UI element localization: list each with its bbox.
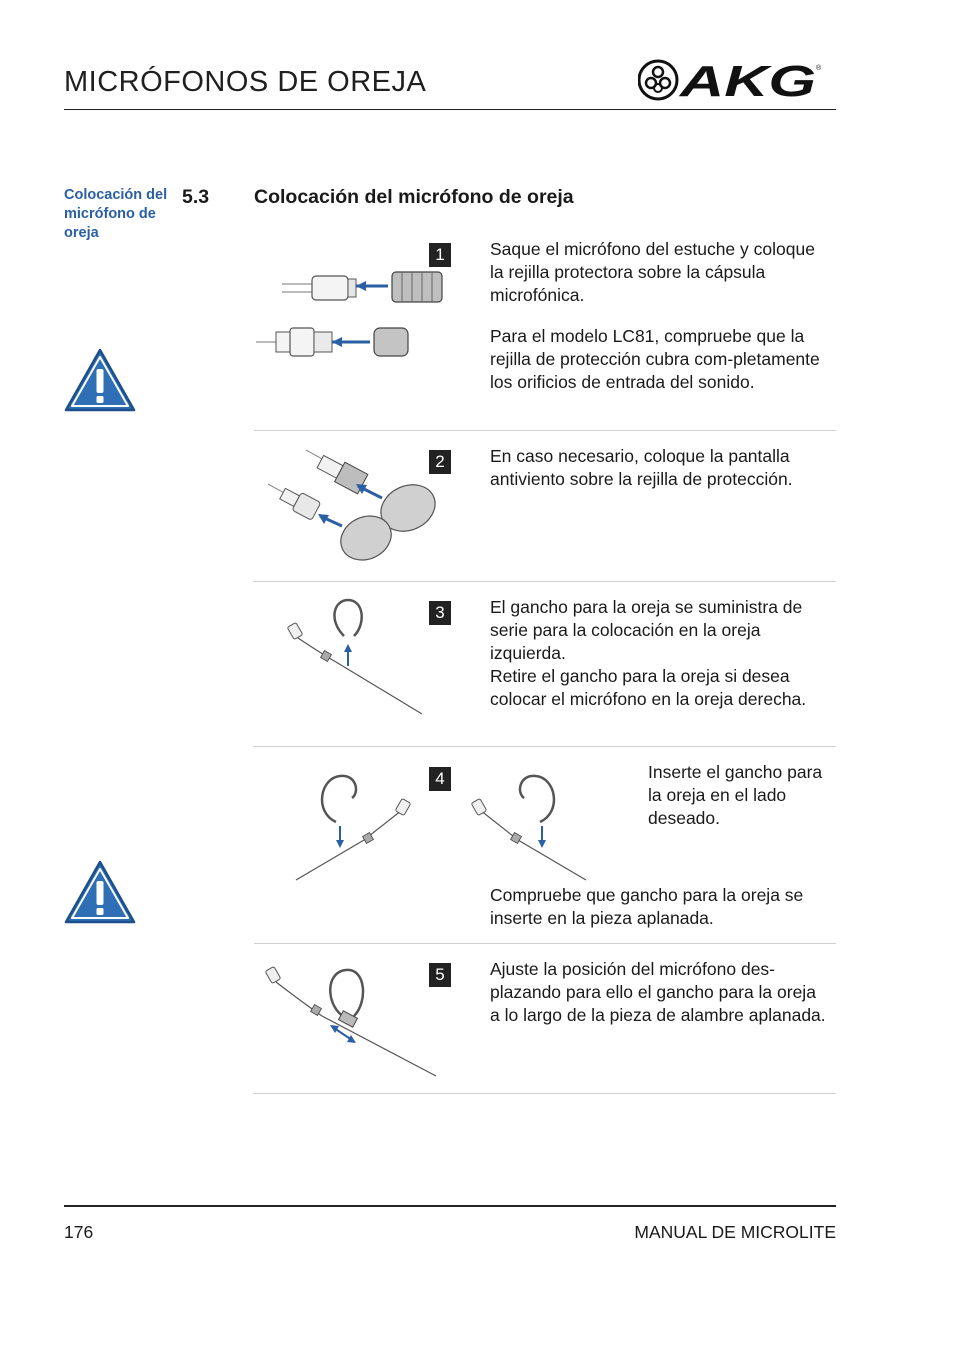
step-3-text	[490, 596, 830, 711]
step-2-text	[490, 445, 830, 491]
step-5-illustration	[262, 962, 442, 1080]
step-divider	[254, 581, 836, 582]
page-header-title: MICRÓFONOS DE OREJA	[64, 66, 427, 98]
step-4-illustration-left	[292, 770, 416, 882]
step-3-paragraph-2: Retire el gancho para la oreja si desea colocar el micrófono en la oreja derecha.	[490, 666, 807, 709]
section-number: 5.3	[182, 186, 210, 208]
step-4-paragraph-1: Inserte el gancho para la oreja en el lado deseado.	[648, 762, 823, 828]
step-divider	[254, 943, 836, 944]
step-1-text	[490, 238, 830, 394]
step-number-badge: 1	[429, 243, 451, 267]
step-divider	[254, 430, 836, 431]
step-number-badge: 3	[429, 601, 451, 625]
step-1-illustration	[252, 262, 462, 362]
step-number-badge: 5	[429, 963, 451, 987]
step-divider	[254, 746, 836, 747]
step-5-text	[490, 958, 830, 1027]
step-2-illustration	[262, 444, 442, 566]
step-1-paragraph-1: Saque el micrófono del estuche y coloque la rejilla protectora sobre la cápsula microfónica.	[490, 239, 815, 305]
step-4-paragraph-2: Compruebe que gancho para la oreja se inserte en la pieza aplanada.	[490, 885, 804, 928]
step-4-illustration-right	[470, 770, 594, 882]
step-4-text-top	[648, 761, 828, 830]
margin-section-label: Colocación del micrófono de oreja	[64, 187, 168, 241]
section-title: Colocación del micrófono de oreja	[254, 186, 574, 208]
warning-triangle-icon	[63, 347, 137, 413]
akg-logo-text: AKG	[678, 58, 816, 102]
step-3-paragraph-1: El gancho para la oreja se suministra de serie para la colocación en la oreja izquierda.	[490, 597, 803, 663]
step-divider	[254, 1093, 836, 1094]
warning-triangle-icon	[63, 859, 137, 925]
manual-title: MANUAL DE MICROLITE	[634, 1222, 836, 1242]
step-number-badge: 4	[429, 767, 451, 791]
akg-logo	[638, 58, 822, 102]
step-number-badge: 2	[429, 450, 451, 474]
step-5-paragraph-1: Ajuste la posición del micrófono des-plazando para ello el gancho para la oreja a lo largo de la pieza de alambre aplanada.	[490, 959, 826, 1025]
page-number: 176	[64, 1222, 94, 1242]
footer-divider	[64, 1205, 836, 1207]
step-3-illustration	[282, 596, 432, 718]
header-divider	[64, 109, 836, 110]
step-2-paragraph-1: En caso necesario, coloque la pantalla antiviento sobre la rejilla de protección.	[490, 446, 793, 489]
step-1-paragraph-2: Para el modelo LC81, compruebe que la rejilla de protección cubra com-pletamente los orificios de entrada del sonido.	[490, 326, 820, 392]
step-4-text-bottom	[490, 884, 830, 930]
svg-text:®: ®	[816, 65, 822, 72]
